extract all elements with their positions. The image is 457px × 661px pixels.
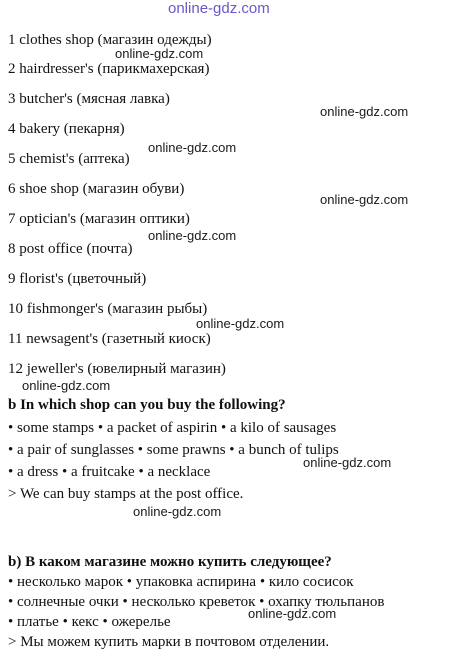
watermark-text: online-gdz.com — [303, 455, 392, 470]
shop-item: 2 hairdresser's (парикмахерская) — [8, 61, 210, 77]
task-ru-line: • солнечные очки • несколько креветок • охапку тюльпанов — [8, 594, 385, 610]
shop-item: 8 post office (почта) — [8, 241, 133, 257]
task-en-line: • a pair of sunglasses • some prawns • a bunch of tulips — [8, 442, 339, 458]
shop-item: 6 shoe shop (магазин обуви) — [8, 181, 185, 197]
task-ru-title: b) В каком магазине можно купить следующее? — [8, 554, 332, 570]
watermark-text: online-gdz.com — [22, 378, 111, 393]
site-watermark-header: online-gdz.com — [168, 0, 270, 17]
task-ru-example: > Мы можем купить марки в почтовом отделении. — [8, 634, 330, 650]
watermark-text: online-gdz.com — [148, 228, 237, 243]
shop-item: 5 chemist's (аптека) — [8, 151, 130, 167]
shop-item: 10 fishmonger's (магазин рыбы) — [8, 301, 208, 317]
watermark-text: online-gdz.com — [320, 104, 409, 119]
shop-item: 4 bakery (пекарня) — [8, 121, 125, 137]
task-en-line: • a dress • a fruitcake • a necklace — [8, 464, 211, 480]
shop-item: 7 optician's (магазин оптики) — [8, 211, 190, 227]
watermark-text: online-gdz.com — [115, 46, 204, 61]
shop-item: 11 newsagent's (газетный киоск) — [8, 331, 211, 347]
shop-item: 12 jeweller's (ювелирный магазин) — [8, 361, 226, 377]
shop-item: 1 clothes shop (магазин одежды) — [8, 32, 212, 48]
watermark-text: online-gdz.com — [133, 504, 222, 519]
task-en-example: > We can buy stamps at the post office. — [8, 486, 244, 502]
watermark-text: online-gdz.com — [196, 316, 285, 331]
task-en-title: b In which shop can you buy the following? — [8, 397, 286, 413]
task-en-line: • some stamps • a packet of aspirin • a kilo of sausages — [8, 420, 337, 436]
watermark-text: online-gdz.com — [320, 192, 409, 207]
task-ru-line: • платье • кекс • ожерелье — [8, 614, 171, 630]
shop-item: 9 florist's (цветочный) — [8, 271, 147, 287]
task-ru-line: • несколько марок • упаковка аспирина • кило сосисок — [8, 574, 354, 590]
shop-item: 3 butcher's (мясная лавка) — [8, 91, 170, 107]
watermark-text: online-gdz.com — [148, 140, 237, 155]
watermark-text: online-gdz.com — [248, 606, 337, 621]
